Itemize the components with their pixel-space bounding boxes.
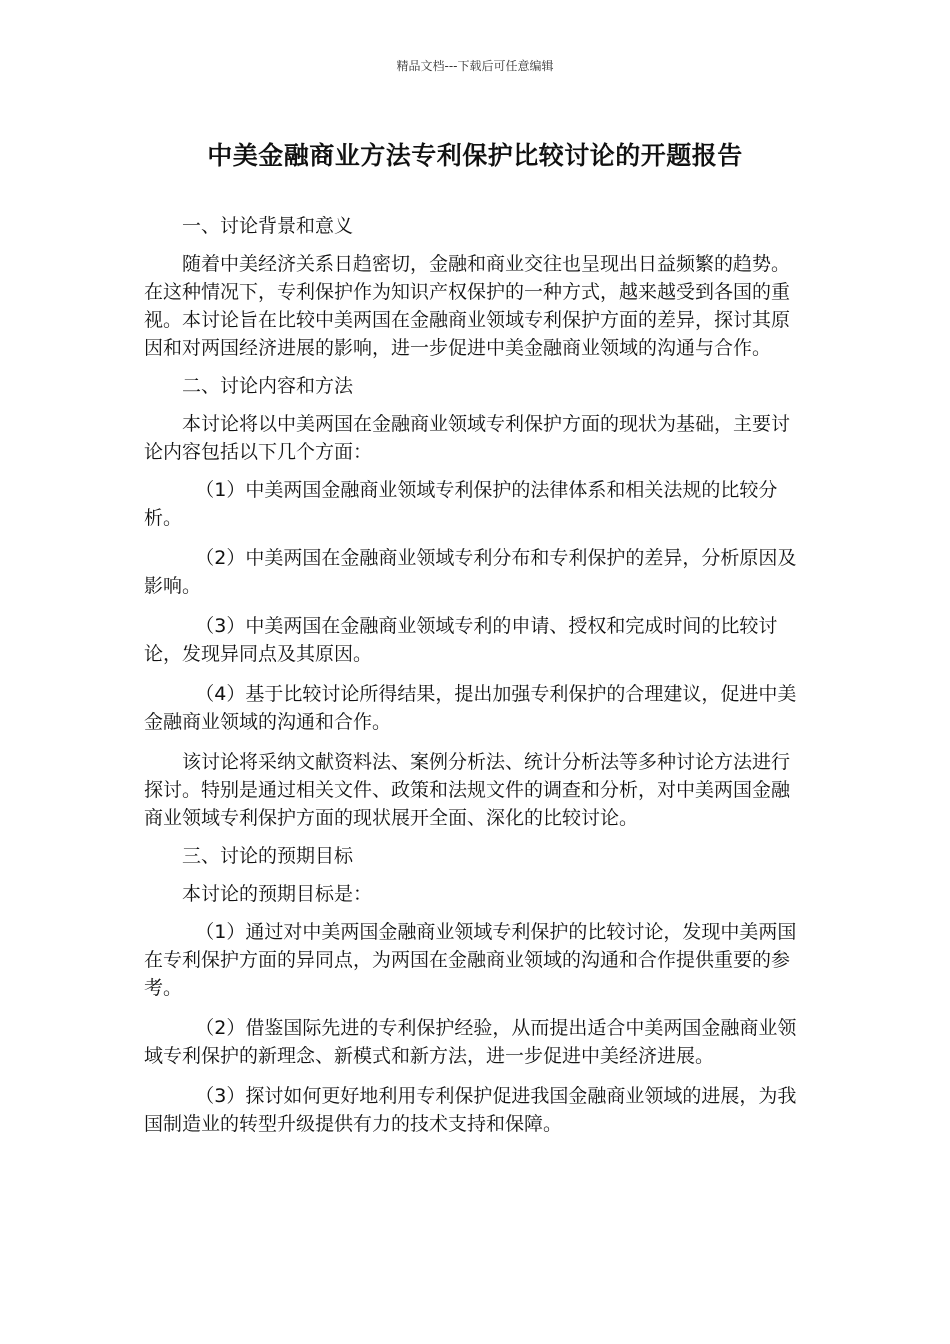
document-title: 中美金融商业方法专利保护比较讨论的开题报告	[207, 141, 743, 170]
section-2-item-3: （3）中美两国在金融商业领域专利的申请、授权和完成时间的比较讨论，发现异同点及其原因。	[144, 615, 778, 665]
section-3-intro: 本讨论的预期目标是：	[182, 883, 373, 905]
section-1-paragraph: 随着中美经济关系日趋密切，金融和商业交往也呈现出日益频繁的趋势。在这种情况下，专利保护作为知识产权保护的一种方式，越来越受到各国的重视。本讨论旨在比较中美两国在金融商业领域专利保护方面的差异，探讨其原因和对两国经济进展的影响，进一步促进中美金融商业领域的沟通与合作。	[144, 253, 791, 359]
section-2-item-1: （1）中美两国金融商业领域专利保护的法律体系和相关法规的比较分析。	[144, 479, 778, 529]
section-3-item-2: （2）借鉴国际先进的专利保护经验，从而提出适合中美两国金融商业领域专利保护的新理念、新模式和新方法，进一步促进中美经济进展。	[144, 1017, 797, 1067]
section-2-item-2: （2）中美两国在金融商业领域专利分布和专利保护的差异，分析原因及影响。	[144, 547, 797, 597]
page-header-note: 精品文档---下载后可任意编辑	[396, 59, 554, 73]
section-3-item-3: （3）探讨如何更好地利用专利保护促进我国金融商业领域的进展，为我国制造业的转型升级提供有力的技术支持和保障。	[144, 1085, 797, 1135]
section-1-heading: 一、讨论背景和意义	[182, 215, 354, 237]
section-2-heading: 二、讨论内容和方法	[182, 375, 354, 397]
section-2-closing: 该讨论将采纳文献资料法、案例分析法、统计分析法等多种讨论方法进行探讨。特别是通过相关文件、政策和法规文件的调查和分析，对中美两国金融商业领域专利保护方面的现状展开全面、深化的比较讨论。	[144, 751, 791, 829]
document-body	[144, 212, 806, 1150]
section-3-heading: 三、讨论的预期目标	[182, 845, 354, 867]
section-2-item-4: （4）基于比较讨论所得结果，提出加强专利保护的合理建议，促进中美金融商业领域的沟通和合作。	[144, 683, 797, 733]
section-3-item-1: （1）通过对中美两国金融商业领域专利保护的比较讨论，发现中美两国在专利保护方面的异同点，为两国在金融商业领域的沟通和合作提供重要的参考。	[144, 921, 797, 999]
section-2-intro: 本讨论将以中美两国在金融商业领域专利保护方面的现状为基础，主要讨论内容包括以下几个方面：	[144, 413, 791, 463]
